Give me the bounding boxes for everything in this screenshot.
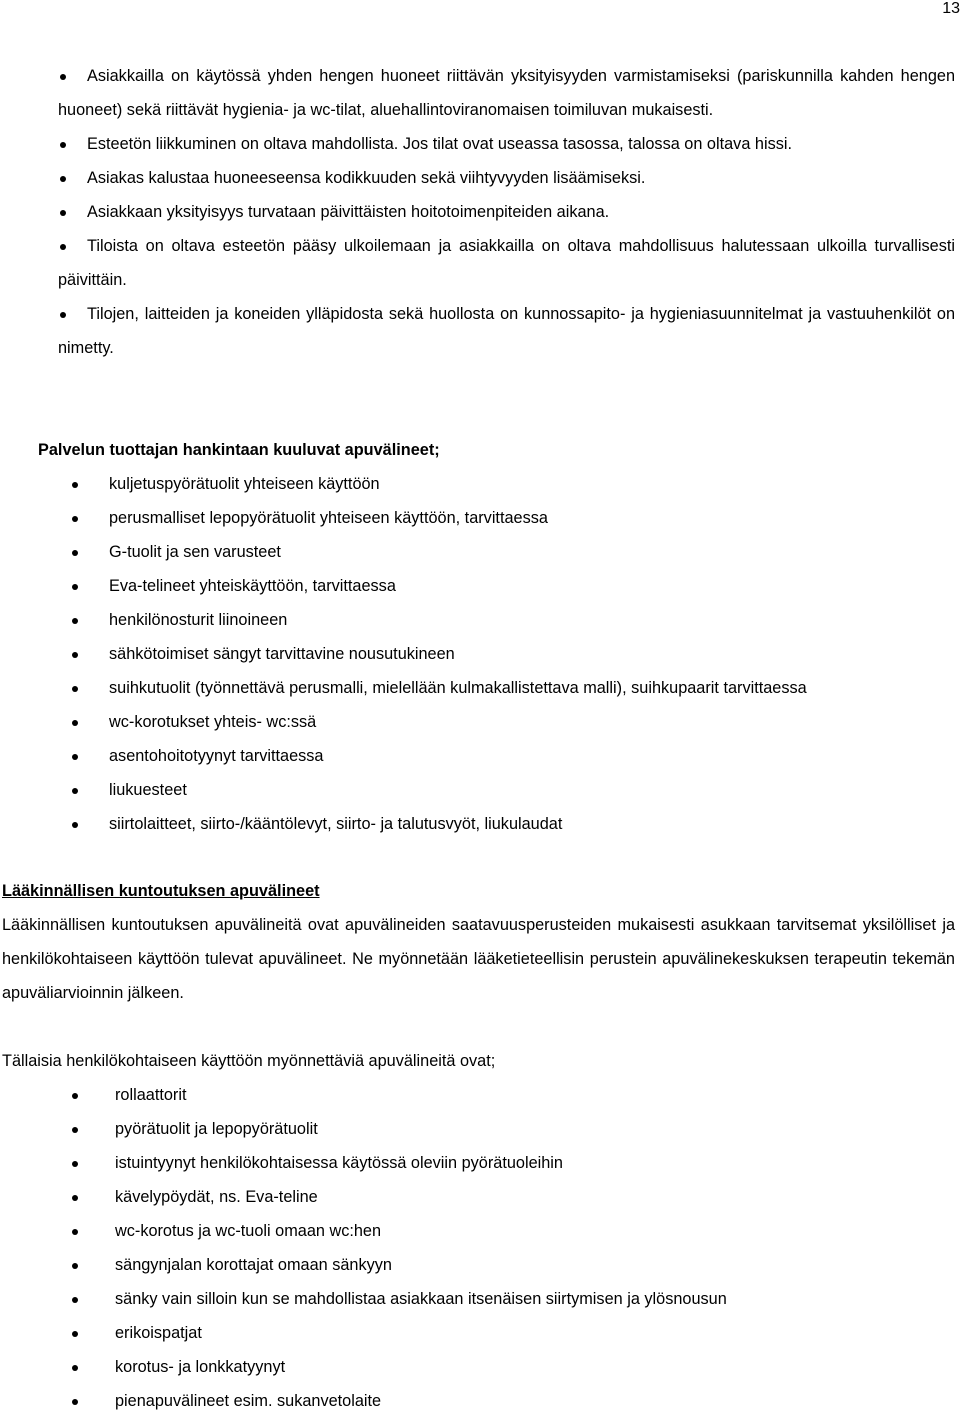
bullet-icon (72, 1127, 78, 1133)
bullet-icon (72, 1229, 78, 1235)
rehab-aids-paragraph: Lääkinnällisen kuntoutuksen apuvälineitä ovat apuvälineiden saatavuusperusteiden mukaisesti asukkaan tarvitsemat yksilölliset ja henkilökohtaiseen käyttöön tulevat apuvälineet. Ne myönnetään lääketieteellisin perustein apuvälinekeskuksen terapeutin tekemän apuväliarvioinnin jälkeen. (2, 916, 955, 1002)
list-item (70, 1350, 955, 1384)
bullet-icon (72, 754, 78, 760)
bullet-icon (72, 1297, 78, 1303)
rehab-aids-heading: Lääkinnällisen kuntoutuksen apuvälineet (2, 882, 320, 900)
bullet-icon (72, 822, 78, 828)
list-item-text: siirtolaitteet, siirto-/kääntölevyt, siirto- ja talutusvyöt, liukulaudat (109, 815, 563, 833)
list-item-text: sängynjalan korottajat omaan sänkyyn (115, 1256, 392, 1274)
list-item (70, 535, 955, 569)
list-item (70, 705, 955, 739)
bullet-icon (72, 1365, 78, 1371)
list-item-text: kuljetuspyörätuolit yhteiseen käyttöön (109, 475, 380, 493)
bullet-icon (60, 210, 66, 216)
list-item (58, 161, 955, 195)
bullet-icon (72, 1093, 78, 1099)
bullet-icon (72, 720, 78, 726)
list-item (70, 739, 955, 773)
list-item-text: wc-korotukset yhteis- wc:ssä (109, 713, 317, 731)
list-item (70, 1282, 955, 1316)
bullet-icon (72, 550, 78, 556)
facility-requirements-list (58, 59, 955, 365)
page-number: 13 (942, 0, 960, 17)
provider-aids-heading: Palvelun tuottajan hankintaan kuuluvat apuvälineet; (38, 441, 440, 459)
bullet-icon (72, 1399, 78, 1405)
list-item-text: erikoispatjat (115, 1324, 202, 1342)
list-item-text: sähkötoimiset sängyt tarvittavine nousutukineen (109, 645, 455, 663)
list-item-text: Eva-telineet yhteiskäyttöön, tarvittaessa (109, 577, 396, 595)
list-item-text: pienapuvälineet esim. sukanvetolaite (115, 1392, 382, 1410)
list-item (70, 637, 955, 671)
list-item (58, 59, 955, 127)
list-item-text: wc-korotus ja wc-tuoli omaan wc:hen (115, 1222, 382, 1240)
list-item (70, 1112, 955, 1146)
bullet-icon (72, 482, 78, 488)
bullet-icon (60, 312, 66, 318)
list-item (70, 1146, 955, 1180)
list-item (58, 229, 955, 297)
list-item-text: pyörätuolit ja lepopyörätuolit (115, 1120, 318, 1138)
list-item (70, 773, 955, 807)
list-item (70, 1214, 955, 1248)
list-item-text: Asiakkaan yksityisyys turvataan päivittäisten hoitotoimenpiteiden aikana. (87, 203, 610, 221)
list-item (70, 1180, 955, 1214)
list-item (58, 195, 955, 229)
list-item-text: Tilojen, laitteiden ja koneiden ylläpidosta sekä huollosta on kunnossapito- ja hygieniasuunnitelmat ja vastuuhenkilöt on nimetty. (58, 305, 955, 357)
personal-aids-list (70, 1078, 955, 1418)
list-item-text: rollaattorit (115, 1086, 187, 1104)
provider-aids-list (70, 467, 955, 841)
bullet-icon (60, 176, 66, 182)
bullet-icon (60, 142, 66, 148)
list-item-text: korotus- ja lonkkatyynyt (115, 1358, 286, 1376)
list-item (70, 603, 955, 637)
list-item (70, 1078, 955, 1112)
list-item (70, 1316, 955, 1350)
bullet-icon (60, 244, 66, 250)
bullet-icon (72, 1161, 78, 1167)
list-item-text: Asiakkailla on käytössä yhden hengen huoneet riittävän yksityisyyden varmistamiseksi (pariskunnilla kahden hengen huoneet) sekä riittävät hygienia- ja wc-tilat, aluehallintoviranomaisen toimiluvan mukaisesti. (58, 67, 955, 119)
list-item-text: henkilönosturit liinoineen (109, 611, 288, 629)
bullet-icon (72, 686, 78, 692)
list-item-text: liukuesteet (109, 781, 187, 799)
list-item-text: perusmalliset lepopyörätuolit yhteiseen käyttöön, tarvittaessa (109, 509, 548, 527)
list-item (70, 569, 955, 603)
list-item (70, 467, 955, 501)
bullet-icon (72, 584, 78, 590)
list-item-text: sänky vain silloin kun se mahdollistaa asiakkaan itsenäisen siirtymisen ja ylösnousun (115, 1290, 727, 1308)
list-item-text: Tiloista on oltava esteetön pääsy ulkoilemaan ja asiakkailla on oltava mahdollisuus halutessaan ulkoilla turvallisesti päivittäin. (58, 237, 955, 289)
list-item-text: kävelypöydät, ns. Eva-teline (115, 1188, 318, 1206)
bullet-icon (72, 1331, 78, 1337)
personal-aids-intro: Tällaisia henkilökohtaiseen käyttöön myönnettäviä apuvälineitä ovat; (2, 1052, 496, 1070)
bullet-icon (72, 788, 78, 794)
bullet-icon (72, 618, 78, 624)
list-item-text: G-tuolit ja sen varusteet (109, 543, 281, 561)
bullet-icon (72, 516, 78, 522)
list-item (70, 671, 955, 705)
list-item-text: istuintyynyt henkilökohtaisessa käytössä oleviin pyörätuoleihin (115, 1154, 563, 1172)
bullet-icon (72, 652, 78, 658)
list-item (58, 127, 955, 161)
list-item-text: Asiakas kalustaa huoneeseensa kodikkuuden sekä viihtyvyyden lisäämiseksi. (87, 169, 646, 187)
list-item-text: Esteetön liikkuminen on oltava mahdollista. Jos tilat ovat useassa tasossa, talossa on oltava hissi. (87, 135, 792, 153)
list-item-text: asentohoitotyynyt tarvittaessa (109, 747, 324, 765)
bullet-icon (72, 1195, 78, 1201)
list-item (70, 807, 955, 841)
bullet-icon (60, 74, 66, 80)
list-item (70, 501, 955, 535)
list-item (58, 297, 955, 365)
list-item (70, 1248, 955, 1282)
bullet-icon (72, 1263, 78, 1269)
list-item-text: suihkutuolit (työnnettävä perusmalli, mielellään kulmakallistettava malli), suihkupaarit tarvittaessa (109, 679, 807, 697)
